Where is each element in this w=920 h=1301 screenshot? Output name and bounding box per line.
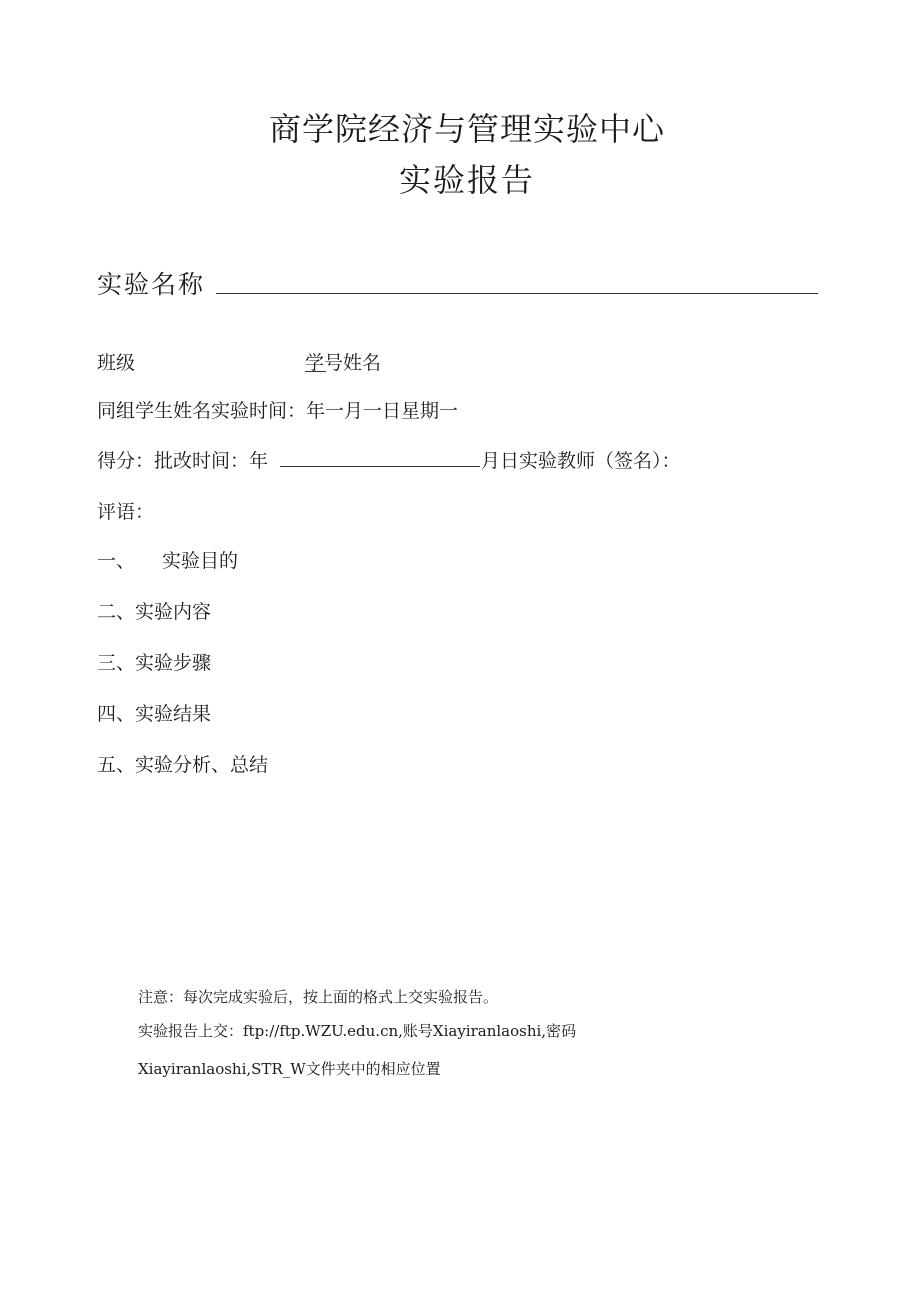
section-1-heading: 实验目的 [162, 550, 239, 572]
experiment-name-label: 实验名称 [97, 270, 206, 299]
comment-label: 评语： [97, 501, 155, 523]
section-1-number: 一、 [97, 550, 136, 572]
score-grading-time-label: 得分：批改时间：年 [97, 450, 269, 472]
group-members-time-line: 同组学生姓名实验时间：年一月一日星期一 [97, 400, 459, 422]
class-label: 班级 [97, 352, 136, 374]
experiment-name-field[interactable] [216, 293, 818, 294]
page-title: 商学院经济与管理实验中心 [268, 110, 665, 148]
student-label-underline [305, 371, 326, 372]
section-4-heading: 四、实验结果 [97, 703, 212, 725]
grading-time-field[interactable] [280, 466, 480, 467]
page-subtitle: 实验报告 [398, 161, 535, 199]
submission-ftp-info: 实验报告上交：ftp://ftp.WZU.edu.cn,账号Xiayiranlaoshi,密码 [138, 1022, 577, 1040]
section-2-heading: 二、实验内容 [97, 601, 212, 623]
teacher-signature-label: 月日实验教师（签名）： [481, 450, 681, 472]
submission-folder-info: Xiayiranlaoshi,STR_W文件夹中的相应位置 [138, 1060, 441, 1078]
submission-note: 注意：每次完成实验后，按上面的格式上交实验报告。 [138, 988, 499, 1006]
section-5-heading: 五、实验分析、总结 [97, 754, 269, 776]
student-id-name-label: 学号姓名 [305, 352, 382, 374]
section-3-heading: 三、实验步骤 [97, 652, 212, 674]
